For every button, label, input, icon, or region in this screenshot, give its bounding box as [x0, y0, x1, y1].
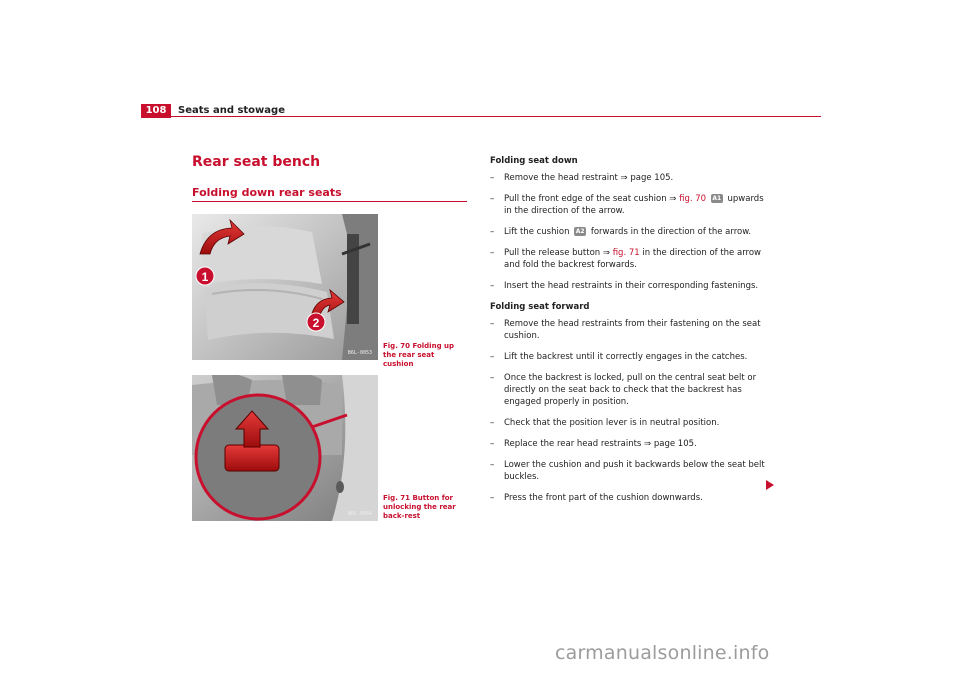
header-rule: [141, 116, 821, 117]
step-dash: –: [490, 248, 495, 258]
step: [490, 372, 770, 408]
step-dash: –: [490, 439, 495, 449]
step-text: Lift the cushion: [504, 227, 573, 237]
step-text: Lower the cushion and push it backwards below the seat belt buckles.: [504, 460, 765, 482]
figure-70-image: [192, 214, 378, 360]
step: [490, 492, 770, 504]
step: [490, 438, 770, 450]
subsection-title: Folding down rear seats: [192, 186, 342, 199]
step-text: Replace the rear head restraints ⇒ page 105.: [504, 439, 697, 449]
callout-badge-a1: A1: [712, 195, 722, 202]
step-text: Once the backrest is locked, pull on the central seat belt or directly on the seat back to check that the backrest has engaged properly in position.: [504, 373, 757, 407]
step-text: Pull the front edge of the seat cushion ⇒: [504, 194, 680, 204]
step-dash: –: [490, 352, 495, 362]
step: [490, 226, 770, 238]
backrest-release-illustration: [192, 375, 378, 521]
figure-70-link[interactable]: fig. 70: [679, 194, 707, 204]
folding-forward-heading: Folding seat forward: [490, 302, 590, 312]
subsection-rule: [192, 201, 467, 202]
page-number: 108: [141, 104, 171, 118]
continue-arrow-icon: [766, 480, 774, 490]
step-text: in the direction of the arrow and fold the backrest forwards.: [504, 248, 762, 270]
step-text: Insert the head restraints in their corresponding fastenings.: [504, 281, 759, 291]
instructions-column: [490, 155, 770, 513]
callout-badge-a2: A2: [575, 228, 585, 235]
seat-cushion-illustration: [192, 214, 378, 360]
step-dash: –: [490, 460, 495, 470]
step: [490, 417, 770, 429]
step-text: Remove the head restraints from their fastening on the seat cushion.: [504, 319, 761, 341]
figure-71-link[interactable]: fig. 71: [612, 248, 640, 258]
step-text: upwards in the direction of the arrow.: [504, 194, 764, 216]
step: [490, 247, 770, 271]
figure-70-caption: Fig. 70 Folding up the rear seat cushion: [383, 342, 455, 368]
step: [490, 459, 770, 483]
step-dash: –: [490, 281, 495, 291]
step: [490, 172, 770, 184]
callout-1: 1: [201, 270, 209, 284]
step-text: Press the front part of the cushion downwards.: [504, 493, 703, 503]
step-dash: –: [490, 418, 495, 428]
step: [490, 193, 770, 217]
step-text: Remove the head restraint ⇒ page 105.: [504, 173, 674, 183]
step: [490, 280, 770, 292]
step: [490, 351, 770, 363]
step-dash: –: [490, 319, 495, 329]
step-dash: –: [490, 493, 495, 503]
section-title: Rear seat bench: [192, 154, 321, 170]
figure-71-image: [192, 375, 378, 521]
step-text: Check that the position lever is in neutral position.: [504, 418, 720, 428]
step-dash: –: [490, 194, 495, 204]
step-text: Pull the release button ⇒: [504, 248, 613, 258]
figure-71-code: B6L-0054: [347, 511, 372, 517]
running-title: Seats and stowage: [178, 105, 285, 116]
step-dash: –: [490, 173, 495, 183]
watermark: carmanualsonline.info: [555, 642, 770, 664]
step: [490, 318, 770, 342]
step-text: Lift the backrest until it correctly engages in the catches.: [504, 352, 748, 362]
step-dash: –: [490, 373, 495, 383]
figure-71-caption: Fig. 71 Button for unlocking the rear back-rest: [383, 494, 456, 520]
callout-2: 2: [312, 316, 320, 330]
step-text: forwards in the direction of the arrow.: [588, 227, 752, 237]
step-dash: –: [490, 227, 495, 237]
folding-down-heading: Folding seat down: [490, 156, 578, 166]
figure-70-code: B6L-0053: [347, 350, 372, 356]
